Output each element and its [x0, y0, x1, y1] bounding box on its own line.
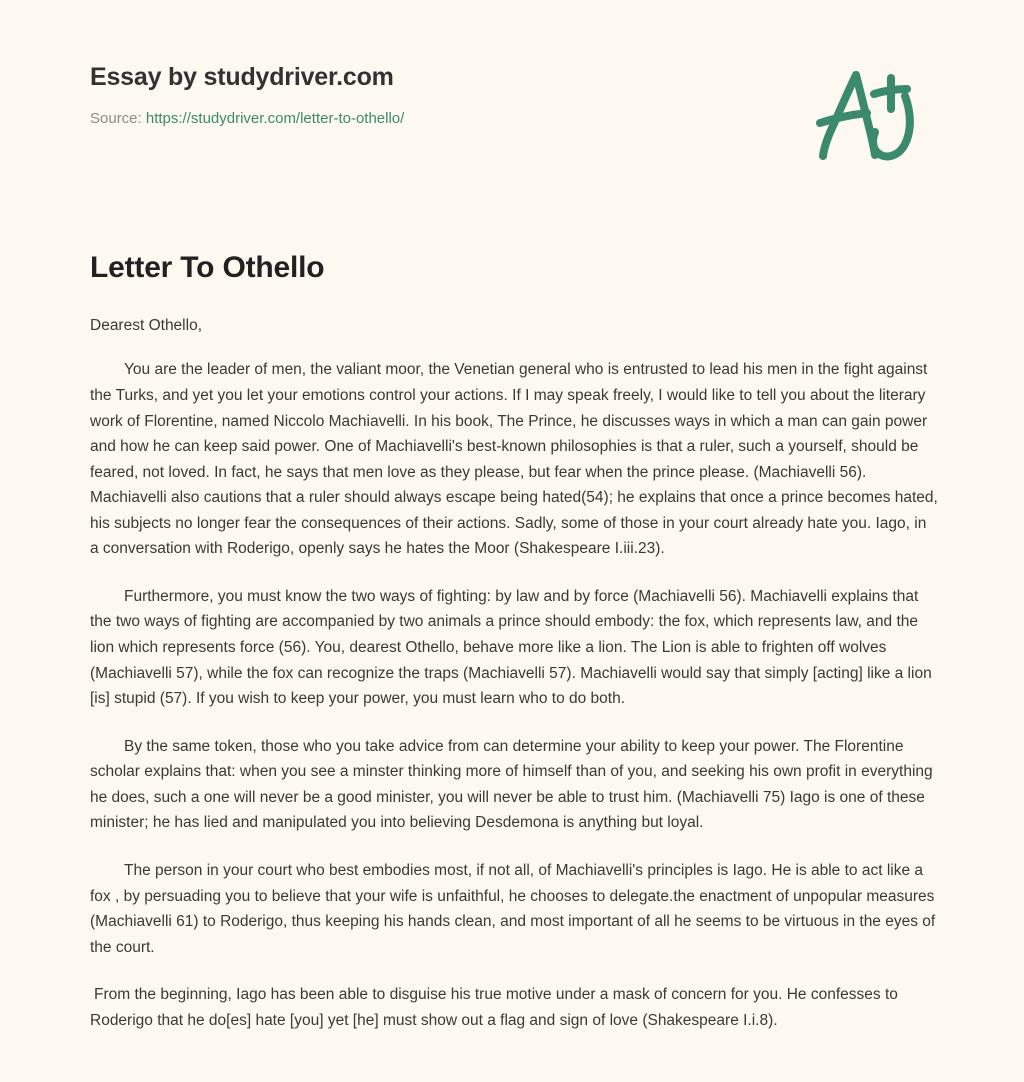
a-plus-icon: [812, 66, 924, 166]
salutation: Dearest Othello,: [90, 317, 202, 334]
paragraph-2: Furthermore, you must know the two ways of fighting: by law and by force (Machiavelli 56). Machiavelli explains that the two ways of fighting are accompanied by two animals a prince should embody: the fox, which represents law, and the lion which represents force (56). You, dearest Othello, behave more like a lion. The Lion is able to frighten off wolves (Machiavelli 57), while the fox can recognize the traps (Machiavelli 57). Machiavelli would say that simply [acting] like a lion [is] stupid (57). If you wish to keep your power, you must learn who to do both.: [90, 587, 932, 708]
paragraph-3: By the same token, those who you take advice from can determine your ability to keep your power. The Florentine scholar explains that: when you see a minster thinking more of himself than of you, and seeking his own profit in everything he does, such a one will never be a good minister, you will never be able to trust him. (Machiavelli 75) Iago is one of these minister; he has lied and manipulated you into believing Desdemona is anything but loyal.: [90, 737, 933, 832]
page-title: Letter To Othello: [90, 251, 325, 284]
source-url-link[interactable]: https://studydriver.com/letter-to-othello/: [145, 110, 405, 127]
paragraph-1: You are the leader of men, the valiant moor, the Venetian general who is entrusted to lead his men in the fight against the Turks, and yet you let your emotions control your actions. If I may speak freely, I would like to tell you about the literary work of Florentine, named Niccolo Machiavelli. In his book, The Prince, he discusses ways in which a man can gain power and how he can keep said power. One of Machiavelli's best-known philosophies is that a ruler, such a yourself, should be feared, not loved. In fact, he says that men love as they please, but fear when the prince please. (Machiavelli 56). Machiavelli also cautions that a ruler should always escape being hated(54); he explains that once a prince becomes hated, his subjects no longer fear the consequences of their actions. Sadly, some of those in your court already hate you. Iago, in a conversation with Roderigo, openly says he hates the Moor (Shakespeare I.iii.23).: [90, 361, 938, 558]
source-label: Source:: [90, 110, 142, 127]
page-header: [0, 0, 1024, 190]
source-line: [90, 109, 790, 129]
brand-title: Essay by studydriver.com: [90, 63, 394, 91]
brand-block: [90, 62, 790, 129]
article-body: [90, 250, 938, 1033]
studydriver-a-plus-logo[interactable]: [812, 66, 924, 166]
paragraph-4: The person in your court who best embodies most, if not all, of Machiavelli's principles is Iago. He is able to act like a fox , by persuading you to believe that your wife is unfaithful, he chooses to delegate.the enactment of unpopular measures (Machiavelli 61) to Roderigo, thus keeping his hands clean, and most important of all he seems to be virtuous in the eyes of the court.: [90, 861, 936, 956]
paragraph-5: From the beginning, Iago has been able to disguise his true motive under a mask of concern for you. He confesses to Roderigo that he do[es] hate [you] yet [he] must show out a flag and sign of love (Shakespeare I.i.8).: [90, 986, 898, 1029]
